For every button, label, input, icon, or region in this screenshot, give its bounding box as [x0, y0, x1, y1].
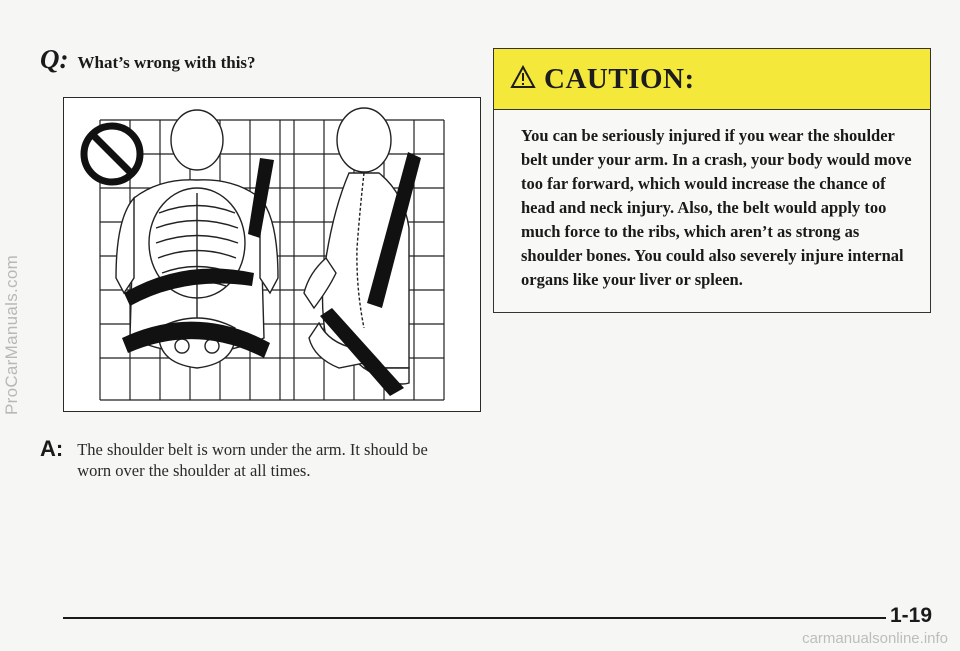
answer-label: A:: [40, 436, 64, 461]
side-watermark: ProCarManuals.com: [2, 254, 21, 416]
caution-title: CAUTION:: [544, 62, 695, 95]
warning-triangle-icon: [510, 65, 536, 94]
caution-box: [493, 48, 931, 313]
question-row: [40, 44, 256, 75]
question-text: What’s wrong with this?: [77, 53, 256, 72]
answer-row: [40, 437, 457, 481]
answer-text: The shoulder belt is worn under the arm. It should be worn over the shoulder at all times.: [77, 440, 428, 480]
question-label: Q:: [40, 44, 69, 74]
seatbelt-illustration: [63, 97, 481, 412]
footer-rule: [63, 617, 899, 619]
bottom-watermark: carmanualsonline.info: [802, 630, 948, 647]
caution-body: You can be seriously injured if you wear the shoulder belt under your arm. In a crash, your body would move too far forward, which would increase the chance of head and neck injury. Also, the belt would apply too much force to the ribs, which aren’t as strong as shoulder bones. You could also severely injure internal organs like your liver or spleen.: [521, 126, 912, 289]
page-number: 1-19: [886, 604, 932, 628]
prohibited-icon: [84, 126, 140, 182]
caution-header: [494, 49, 930, 110]
